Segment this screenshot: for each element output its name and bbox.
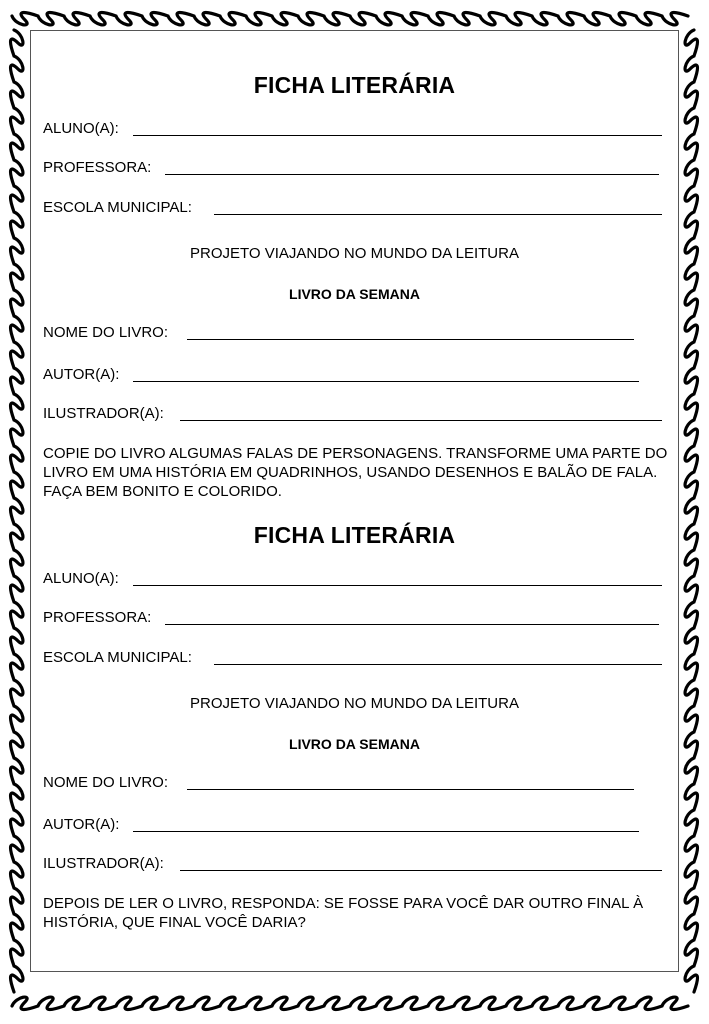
sheet2-ilustrador-label: ILUSTRADOR(A): [43,855,164,872]
sheet2-nome-livro-blank[interactable] [187,789,634,790]
sheet2-nome-livro-label: NOME DO LIVRO: [43,774,169,791]
sheet2-ilustrador-blank[interactable] [180,870,662,871]
sheet2-autor-blank[interactable] [133,831,639,832]
sheet1-nome-livro-label: NOME DO LIVRO: [43,324,169,341]
sheet2-professora-label: PROFESSORA: [43,609,152,626]
sheet1-livro-semana: LIVRO DA SEMANA [289,286,420,302]
sheet1-professora-label: PROFESSORA: [43,159,152,176]
sheet1-title: FICHA LITERÁRIA [253,72,456,98]
sheet2-aluno-blank[interactable] [133,585,662,586]
swirl-ornament [12,997,688,1009]
swirl-ornament [11,30,23,992]
sheet2-professora-blank[interactable] [165,624,659,625]
sheet2-title: FICHA LITERÁRIA [253,522,456,548]
sheet1-instruction: COPIE DO LIVRO ALGUMAS FALAS DE PERSONAGENS. TRANSFORME UMA PARTE DO LIVRO EM UMA HISTÓRIA EM QUADRINHOS, USANDO DESENHOS E BALÃO DE FALA. FAÇA BEM BONITO E COLORIDO. [43,445,668,500]
swirl-ornament [685,30,697,992]
sheet1-projeto: PROJETO VIAJANDO NO MUNDO DA LEITURA [190,245,519,262]
sheet2-escola-label: ESCOLA MUNICIPAL: [43,649,192,666]
sheet2-livro-semana: LIVRO DA SEMANA [289,736,420,752]
sheet2-autor-label: AUTOR(A): [43,816,120,833]
sheet2-projeto: PROJETO VIAJANDO NO MUNDO DA LEITURA [190,695,519,712]
sheet2-escola-blank[interactable] [214,664,662,665]
sheet2-instruction: DEPOIS DE LER O LIVRO, RESPONDA: SE FOSSE PARA VOCÊ DAR OUTRO FINAL À HISTÓRIA, QUE FINAL VOCÊ DARIA? [43,895,644,931]
sheet1-escola-blank[interactable] [214,214,662,215]
sheet2-aluno-label: ALUNO(A): [43,570,119,587]
sheet1-escola-label: ESCOLA MUNICIPAL: [43,199,192,216]
sheet1-professora-blank[interactable] [165,174,659,175]
sheet1-aluno-label: ALUNO(A): [43,120,119,137]
sheet1-autor-blank[interactable] [133,381,639,382]
sheet1-ilustrador-label: ILUSTRADOR(A): [43,405,164,422]
sheet1-autor-label: AUTOR(A): [43,366,120,383]
sheet1-aluno-blank[interactable] [133,135,662,136]
sheet1-ilustrador-blank[interactable] [180,420,662,421]
swirl-ornament [12,13,688,25]
sheet1-nome-livro-blank[interactable] [187,339,634,340]
